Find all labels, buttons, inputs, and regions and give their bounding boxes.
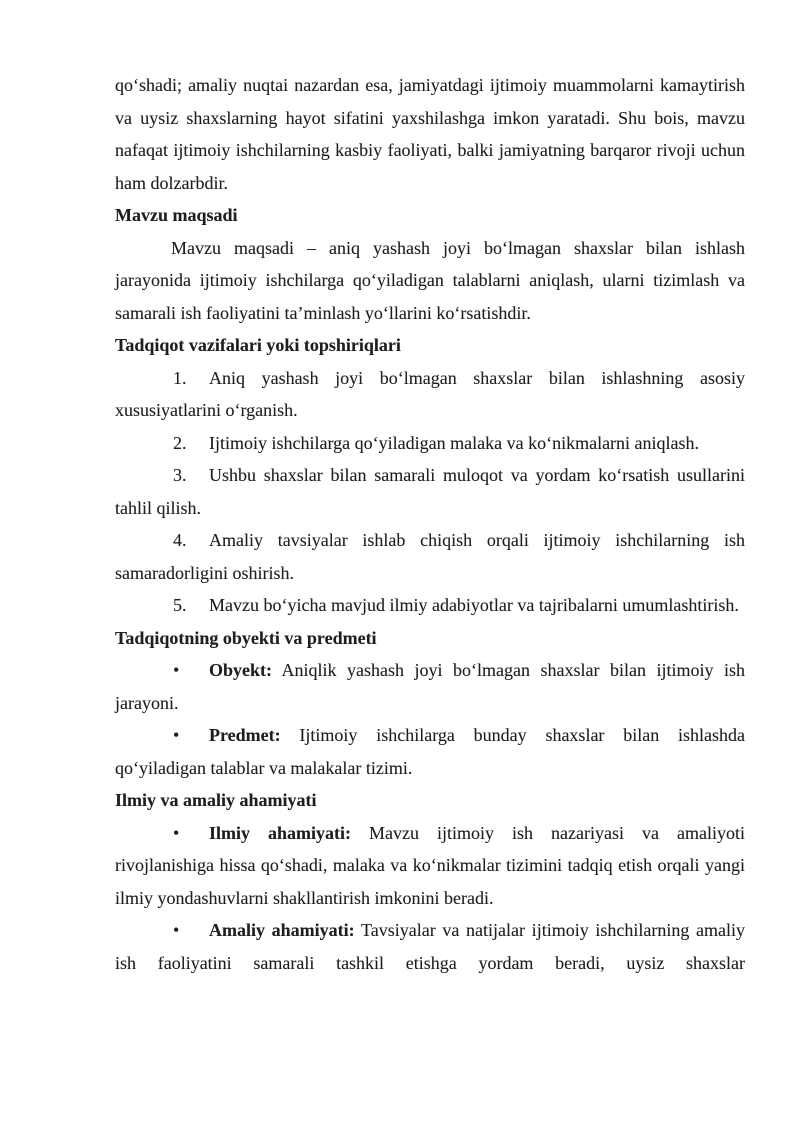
numbered-item-1 [115,362,745,427]
bullet-item-amaliy-ahamiyati [115,914,745,979]
bullet-label: Predmet: [209,725,281,745]
bullet-label: Obyekt: [209,660,272,680]
bullet-icon: • [173,822,180,843]
bullet-icon: • [173,725,180,745]
list-number: 2. [173,432,187,453]
bullet-icon: • [173,660,180,680]
numbered-item-4 [115,524,745,589]
list-text: Aniq yashash joyi bo‘lmagan shaxslar bilan ishlashning asosiy xususiyatlarini o‘rganish. [115,367,745,420]
section-heading-obyekt-predmet: Tadqiqotning obyekti va predmeti [115,627,377,648]
bullet-item-ilmiy-ahamiyati [115,817,745,915]
list-number: 1. [173,367,187,388]
section-heading-mavzu-maqsadi: Mavzu maqsadi [115,205,238,225]
list-text: Amaliy tavsiyalar ishlab chiqish orqali ijtimoiy ishchilarning ish samaradorligini oshirish. [115,530,745,583]
bullet-text: Aniqlik yashash joyi bo‘lmagan shaxslar bilan ijtimoiy ish jarayoni. [115,660,745,713]
list-text: Ijtimoiy ishchilarga qo‘yiladigan malaka va ko‘nikmalarni aniqlash. [209,432,700,453]
bullet-item-predmet [115,719,745,784]
paragraph-continued: qo‘shadi; amaliy nuqtai nazardan esa, jamiyatdagi ijtimoiy muammolarni kamaytirish va uysiz shaxslarning hayot sifatini yaxshilashga imkon yaratadi. Shu bois, mavzu nafaqat ijtimoiy ishchilarning kasbiy faoliyati, balki jamiyatning barqaror rivoji uchun ham dolzarbdir. [115,75,745,193]
bullet-text: Tavsiyalar va natijalar ijtimoiy ishchilarning amaliy ish faoliyatini samarali tashkil etishga yordam beradi, uysiz shaxslar [115,920,745,973]
numbered-item-3 [115,459,745,524]
list-number: 4. [173,530,187,550]
bullet-item-obyekt [115,654,745,719]
section-heading-ilmiy-amaliy: Ilmiy va amaliy ahamiyati [115,790,317,810]
bullet-text: Ijtimoiy ishchilarga bunday shaxslar bilan ishlashda qo‘yiladigan talablar va malakalar tizimi. [115,725,745,778]
list-number: 5. [173,595,187,615]
numbered-item-5 [115,589,745,622]
bullet-label: Amaliy ahamiyati: [209,920,355,940]
paragraph-mavzu-maqsadi: Mavzu maqsadi – aniq yashash joyi bo‘lmagan shaxslar bilan ishlash jarayonida ijtimoiy ishchilarga qo‘yiladigan talablarni aniqlash, ularni tizimlash va samarali ish faoliyatini ta’minlash yo‘llarini ko‘rsatishdir. [115,237,745,323]
bullet-text: Mavzu ijtimoiy ish nazariyasi va amaliyoti rivojlanishiga hissa qo‘shadi, malaka va ko‘nikmalar tizimini tadqiq etish orqali yangi ilmiy yondashuvlarni shakllantirish imkonini beradi. [115,822,745,908]
list-number: 3. [173,465,187,485]
list-text: Mavzu bo‘yicha mavjud ilmiy adabiyotlar va tajribalarni umumlashtirish. [209,595,739,615]
section-heading-tadqiqot-vazifalari: Tadqiqot vazifalari yoki topshiriqlari [115,335,401,355]
numbered-item-2 [115,427,745,460]
list-text: Ushbu shaxslar bilan samarali muloqot va yordam ko‘rsatish usullarini tahlil qilish. [115,465,745,518]
bullet-label: Ilmiy ahamiyati: [209,822,352,843]
bullet-icon: • [173,920,180,940]
